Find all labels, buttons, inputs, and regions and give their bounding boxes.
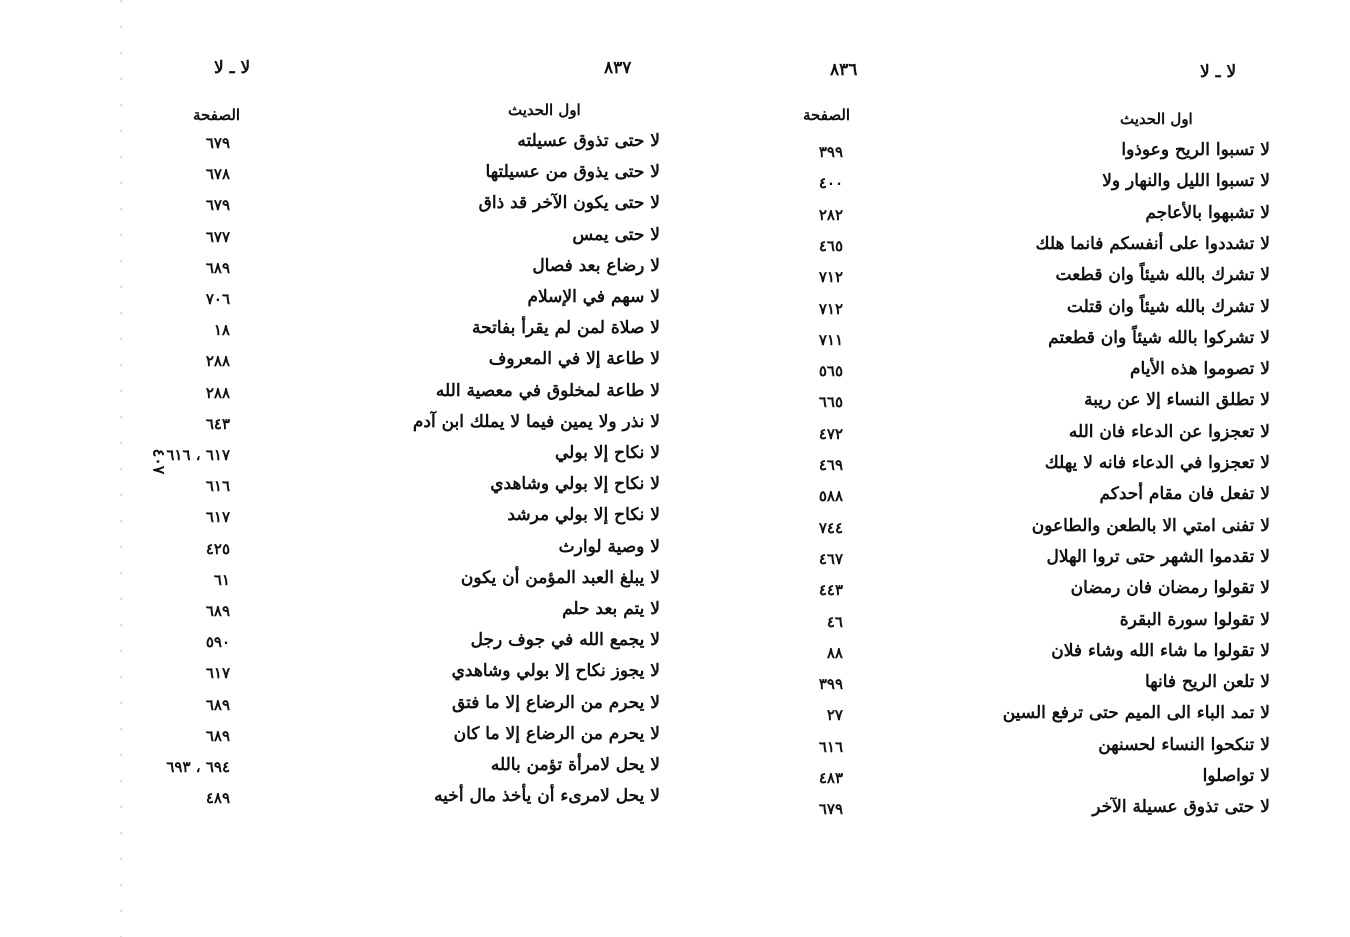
hadith-text: لا نكاح إلا بولي <box>554 443 660 463</box>
hadith-text: لا يجوز نكاح إلا بولي وشاهدي <box>451 661 660 682</box>
hadith-text: لا تشرك بالله شيئاً وان قتلت <box>1066 296 1270 317</box>
hadith-text: لا تشركوا بالله شيئاً وان قطعتم <box>1048 327 1270 348</box>
page-ref: ٦١٧ <box>205 664 230 683</box>
page-ref: ٤٠٠ <box>818 174 843 193</box>
hadith-text: لا يحل لامرىء أن يأخذ مال أخيه <box>434 786 660 807</box>
left-page-number: ٨٣٧ <box>604 58 632 78</box>
hadith-text: لا وصية لوارث <box>558 536 660 557</box>
hadith-text: لا حتى تذوق عسيلة الآخر <box>1092 797 1270 818</box>
hadith-text: لا حتى تذوق عسيلته <box>517 131 660 151</box>
hadith-text: لا حتى يكون الآخر قد ذاق <box>478 193 660 214</box>
page-ref: ٦١٦ <box>205 477 230 496</box>
hadith-text: لا حتى يمس <box>572 224 660 245</box>
hadith-text: لا رضاع بعد فصال <box>532 255 660 276</box>
page-ref: ٤٦٧ <box>818 549 843 568</box>
page-ref: ٢٧ <box>826 706 843 725</box>
right-column-page: الصفحة <box>803 106 851 124</box>
hadith-text: لا يجمع الله في جوف رجل <box>470 630 660 651</box>
page-ref: ٦٨٩ <box>205 602 230 620</box>
page-ref: ٨٨ <box>826 643 843 662</box>
hadith-text: لا تشرك بالله شيئاً وان قطعت <box>1055 265 1270 286</box>
page-ref: ٤٨٩ <box>205 789 230 808</box>
page-ref: ٤٦٥ <box>818 236 843 255</box>
hadith-text: لا تفعل فان مقام أحدكم <box>1099 484 1270 505</box>
page-ref: ٧٠٦ <box>205 290 230 308</box>
page-ref: ٤٤٣ <box>818 581 843 600</box>
hadith-text: لا تصوموا هذه الأيام <box>1130 359 1270 380</box>
hadith-text: لا تواصلوا <box>1202 766 1270 786</box>
hadith-text: لا تلعن الريح فانها <box>1145 672 1270 693</box>
right-column-hadith: اول الحديث <box>1120 110 1193 128</box>
page-ref: ٦٧٧ <box>205 227 230 246</box>
right-header-range: لا ـ لا <box>1200 62 1237 82</box>
page-ref: ٢٨٨ <box>205 352 230 371</box>
hadith-text: لا يحل لامرأة تؤمن بالله <box>490 755 660 775</box>
hadith-text: لا تعجزوا في الدعاء فانه لا يهلك <box>1044 453 1270 473</box>
hadith-text: لا طاعة إلا في المعروف <box>488 349 660 370</box>
page-ref: ٦٧٩ <box>205 196 230 215</box>
page-ref: ٦٨٩ <box>205 695 230 714</box>
page-ref: ٣٩٩ <box>818 675 843 694</box>
page-ref: ٦٤٣ <box>205 414 230 433</box>
hadith-text: لا نكاح إلا بولي مرشد <box>507 505 660 526</box>
hadith-text: لا تقولوا رمضان فان رمضان <box>1070 578 1270 599</box>
hadith-text: لا تشددوا على أنفسكم فانما هلك <box>1035 233 1270 254</box>
hadith-text: لا تنكحوا النساء لحسنهن <box>1098 734 1270 755</box>
page-ref: ٦٧٩ <box>818 800 843 819</box>
page-ref: ٥٨٨ <box>818 487 843 506</box>
right-page-number: ٨٣٦ <box>830 60 858 80</box>
page-ref: ٥٦٥ <box>818 362 843 381</box>
page-ref: ٤٨٣ <box>818 769 843 787</box>
page-ref: ٦١ <box>213 570 230 589</box>
hadith-text: لا يبلغ العبد المؤمن أن يكون <box>460 567 660 588</box>
page-ref: ٧٤٤ <box>818 518 843 537</box>
page-ref: ٢٨٢ <box>818 205 843 224</box>
hadith-text: لا نكاح إلا بولي وشاهدي <box>490 474 660 495</box>
left-header-range: لا ـ لا <box>214 58 251 78</box>
hadith-text: لا يحرم من الرضاع إلا ما كان <box>453 723 660 744</box>
page-ref: ٤٦ <box>826 612 843 631</box>
page-ref: ٧١٢ <box>818 268 843 287</box>
hadith-text: لا تسبوا الليل والنهار ولا <box>1102 171 1270 192</box>
page-ref: ١٨ <box>213 321 230 340</box>
left-column-page: الصفحة <box>193 106 241 124</box>
hadith-text: لا تمد الباء الى الميم حتى ترفع السين <box>1002 703 1270 724</box>
page-ref: ٦١٧ <box>205 508 230 527</box>
scan-artifact <box>120 0 122 937</box>
hadith-text: لا يحرم من الرضاع إلا ما فتق <box>451 692 660 713</box>
hadith-text: لا تقدموا الشهر حتى تروا الهلال <box>1046 546 1270 567</box>
page-ref: ٦٩٤ ، ٦٩٣ <box>166 758 230 776</box>
page-ref: ٧١١ <box>818 330 843 349</box>
page-ref: ٦١٦ <box>818 737 843 756</box>
hadith-text: لا تطلق النساء إلا عن ريبة <box>1084 390 1270 411</box>
page-ref: ٦٧٩ <box>205 134 230 152</box>
page-ref: ٦٧٨ <box>205 165 230 184</box>
side-mark: ٤٠٧ <box>149 448 169 475</box>
page-ref: ٦٦٥ <box>818 393 843 412</box>
hadith-text: لا حتى يذوق من عسيلتها <box>485 162 660 183</box>
hadith-text: لا تعجزوا عن الدعاء فان الله <box>1068 421 1270 442</box>
hadith-text: لا سهم في الإسلام <box>527 287 660 307</box>
page-ref: ٢٨٨ <box>205 383 230 402</box>
hadith-text: لا طاعة لمخلوق في معصية الله <box>435 380 660 401</box>
page-ref: ٦٨٩ <box>205 258 230 277</box>
page-ref: ٧١٢ <box>818 299 843 318</box>
hadith-text: لا تشبهوا بالأعاجم <box>1145 202 1270 223</box>
page-ref: ٤٢٥ <box>205 539 230 558</box>
hadith-text: لا تفنى امتي الا بالطعن والطاعون <box>1031 515 1270 536</box>
page-ref: ٦٨٩ <box>205 726 230 745</box>
hadith-text: لا تقولوا ما شاء الله وشاء فلان <box>1051 640 1270 661</box>
hadith-text: لا تقولوا سورة البقرة <box>1119 609 1270 630</box>
page-ref: ٤٧٢ <box>818 424 843 443</box>
page-ref: ٥٩٠ <box>205 633 230 652</box>
page-ref: ٤٦٩ <box>818 456 843 474</box>
left-column-hadith: اول الحديث <box>508 101 581 119</box>
page-ref: ٣٩٩ <box>818 143 843 161</box>
hadith-text: لا تسبوا الريح وعوذوا <box>1121 140 1270 160</box>
hadith-text: لا نذر ولا يمين فيما لا يملك ابن آدم <box>412 411 660 432</box>
hadith-text: لا صلاة لمن لم يقرأ بفاتحة <box>472 318 660 339</box>
hadith-text: لا يتم بعد حلم <box>562 599 660 619</box>
page-ref: ٦١٧ ، ٦١٦ <box>166 446 230 464</box>
